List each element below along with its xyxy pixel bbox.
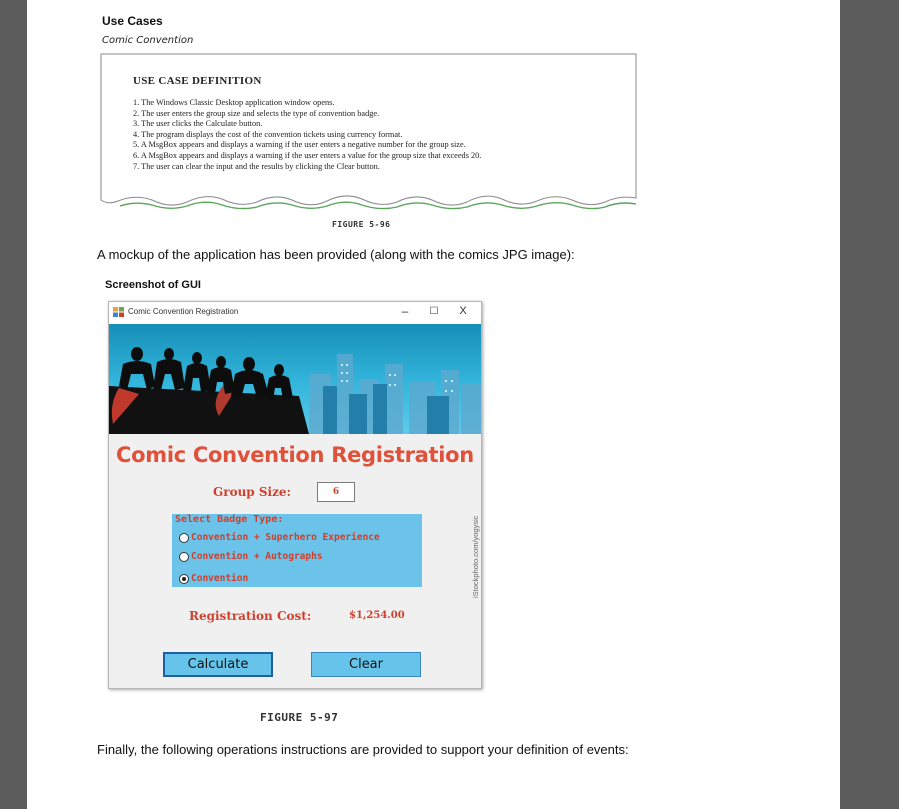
superhero-skyline-illustration xyxy=(109,324,481,434)
registration-cost-value: $1,254.00 xyxy=(349,610,405,621)
use-case-title: USE CASE DEFINITION xyxy=(133,75,262,87)
badge-option-label: Convention xyxy=(191,573,249,585)
comics-banner-image xyxy=(109,324,481,434)
calculate-button[interactable]: Calculate xyxy=(163,652,273,677)
section-heading: Use Cases xyxy=(102,14,163,28)
figure-97-caption: FIGURE 5-97 xyxy=(260,711,339,724)
paragraph-mockup: A mockup of the application has been provided (along with the comics JPG image): xyxy=(97,247,575,262)
group-size-label: Group Size: xyxy=(213,485,291,499)
badge-option-label: Convention + Superhero Experience xyxy=(191,532,380,544)
use-case-step: 7. The user can clear the input and the results by clicking the Clear button. xyxy=(133,161,380,171)
app-heading: Comic Convention Registration xyxy=(116,443,474,467)
badge-option-superhero[interactable] xyxy=(179,529,380,547)
document-page xyxy=(27,0,840,809)
app-window xyxy=(108,301,482,689)
group-size-input[interactable]: 6 xyxy=(317,482,355,502)
use-case-step: 5. A MsgBox appears and displays a warning if the user enters a negative number for the group size. xyxy=(133,140,466,150)
use-case-step: 2. The user enters the group size and selects the type of convention badge. xyxy=(133,108,380,118)
figure-96-caption: FIGURE 5-96 xyxy=(332,220,391,229)
use-case-steps xyxy=(133,98,481,172)
image-credit: iStockphoto.com/yogysic xyxy=(471,515,480,598)
badge-option-label: Convention + Autographs xyxy=(191,551,323,563)
window-title: Comic Convention Registration xyxy=(128,307,239,316)
use-case-step: 6. A MsgBox appears and displays a warning if the user enters a value for the group size that exceeds 20. xyxy=(133,150,482,160)
badge-type-legend: Select Badge Type: xyxy=(175,514,284,525)
use-case-step: 4. The program displays the cost of the convention tickets using currency format. xyxy=(133,129,403,139)
close-button[interactable]: X xyxy=(459,305,467,317)
radio-checked-icon[interactable] xyxy=(179,574,189,584)
paragraph-instructions: Finally, the following operations instructions are provided to support your definition of events: xyxy=(97,742,629,757)
screenshot-heading: Screenshot of GUI xyxy=(105,279,201,291)
use-case-step: 1. The Windows Classic Desktop application window opens. xyxy=(133,98,335,107)
badge-option-autographs[interactable] xyxy=(179,548,323,566)
registration-cost-label: Registration Cost: xyxy=(189,609,312,623)
badge-option-convention[interactable] xyxy=(179,570,248,588)
radio-unchecked-icon[interactable] xyxy=(179,533,189,543)
maximize-button[interactable]: ☐ xyxy=(429,306,439,317)
minimize-button[interactable]: – xyxy=(401,304,409,318)
use-case-step: 3. The user clicks the Calculate button. xyxy=(133,119,263,129)
clear-button[interactable]: Clear xyxy=(311,652,421,677)
title-bar xyxy=(109,302,481,324)
radio-unchecked-icon[interactable] xyxy=(179,552,189,562)
app-icon xyxy=(113,307,124,317)
section-subheading: Comic Convention xyxy=(102,35,194,46)
